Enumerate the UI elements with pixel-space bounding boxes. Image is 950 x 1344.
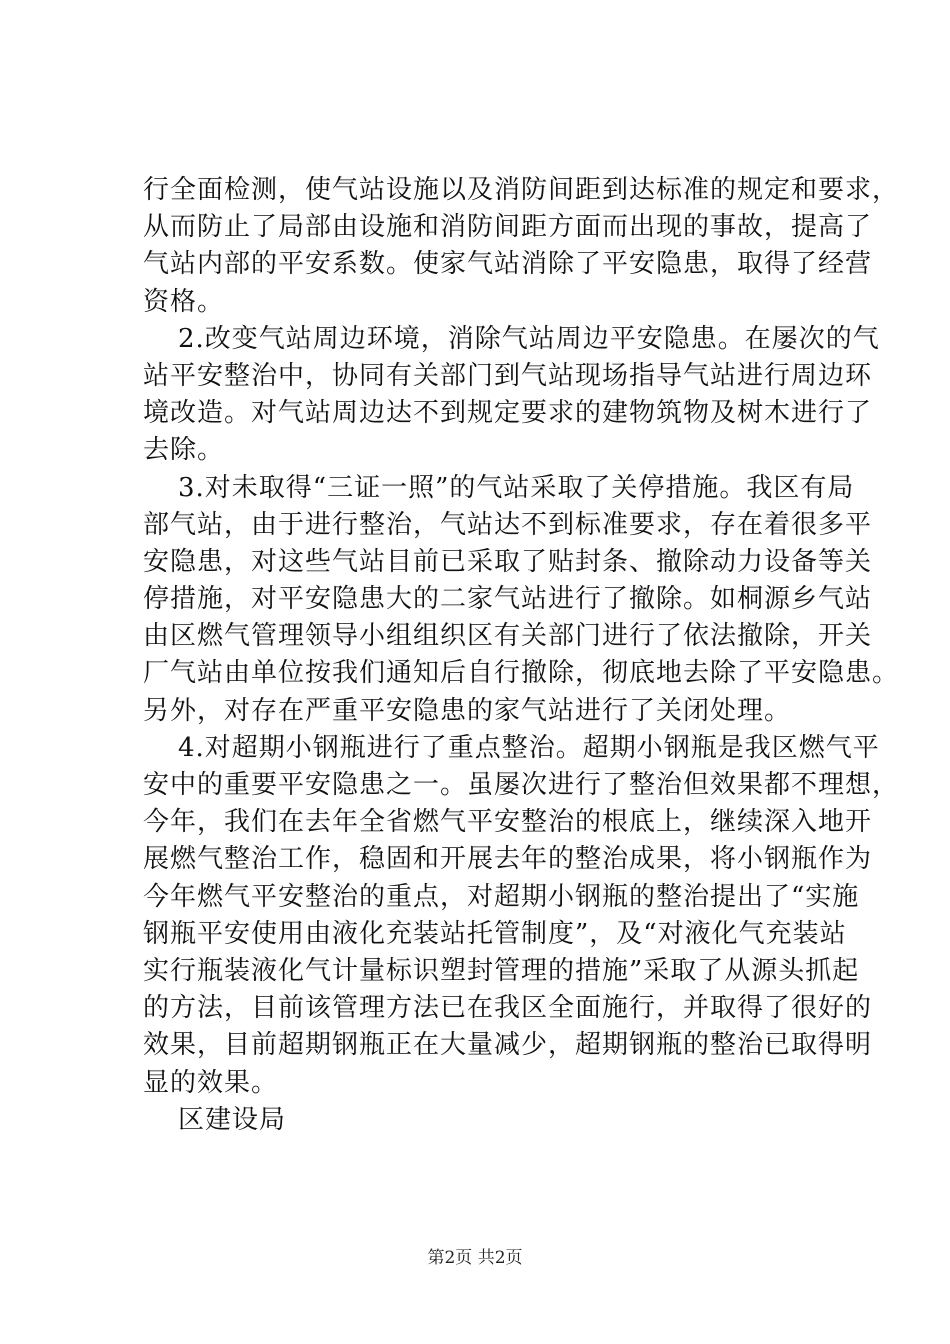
document-body <box>143 172 900 1139</box>
page-footer: 第2页 共2页 <box>427 1248 523 1268</box>
text-line: 效果，目前超期钢瓶正在大量减少，超期钢瓶的整治已取得明 <box>143 1030 873 1061</box>
text-line: 实行瓶装液化气计量标识塑封管理的措施”采取了从源头抓起 <box>143 955 860 986</box>
signature-line: 区建设局 <box>178 1104 287 1135</box>
text-line: 部气站，由于进行整治，气站达不到标准要求，存在着很多平 <box>143 509 873 540</box>
paragraph-3-start: 3.对未取得“三证一照”的气站采取了关停措施。我区有局 <box>178 472 855 503</box>
text-line: 站平安整治中，协同有关部门到气站现场指导气站进行周边环 <box>143 360 873 391</box>
text-line: 从而防止了局部由设施和消防间距方面而出现的事故，提高了 <box>143 212 873 243</box>
text-line: 行全面检测，使气站设施以及消防间距到达标准的规定和要求， <box>143 175 900 205</box>
text-line: 由区燃气管理领导小组组织区有关部门进行了依法撤除，开关 <box>143 621 873 652</box>
text-line: 另外，对存在严重平安隐患的家气站进行了关闭处理。 <box>143 695 792 726</box>
text-line: 资格。 <box>143 286 225 317</box>
text-line: 厂气站由单位按我们通知后自行撤除，彻底地去除了平安隐患。 <box>143 658 900 689</box>
text-line: 今年，我们在去年全省燃气平安整治的根底上，继续深入地开 <box>143 807 873 838</box>
text-line: 境改造。对气站周边达不到规定要求的建物筑物及树木进行了 <box>143 398 873 429</box>
text-line: 安隐患，对这些气站目前已采取了贴封条、撤除动力设备等关 <box>143 546 873 577</box>
text-line: 显的效果。 <box>143 1067 279 1098</box>
paragraph-2-start: 2.改变气站周边环境，消除气站周边平安隐患。在屡次的气 <box>178 323 880 354</box>
paragraph-4-start: 4.对超期小钢瓶进行了重点整治。超期小钢瓶是我区燃气平 <box>178 732 880 763</box>
text-line: 展燃气整治工作，稳固和开展去年的整治成果，将小钢瓶作为 <box>143 844 873 875</box>
text-line: 去除。 <box>143 435 225 466</box>
text-line: 今年燃气平安整治的重点，对超期小钢瓶的整治提出了“实施 <box>143 881 860 912</box>
text-line: 停措施，对平安隐患大的二家气站进行了撤除。如桐源乡气站 <box>143 584 873 615</box>
text-line: 钢瓶平安使用由液化充装站托管制度”，及“对液化气充装站 <box>143 918 847 949</box>
text-line: 气站内部的平安系数。使家气站消除了平安隐患，取得了经营 <box>143 249 873 280</box>
text-line: 的方法，目前该管理方法已在我区全面施行，并取得了很好的 <box>143 993 873 1024</box>
text-line: 安中的重要平安隐患之一。虽屡次进行了整治但效果都不理想， <box>143 770 900 800</box>
